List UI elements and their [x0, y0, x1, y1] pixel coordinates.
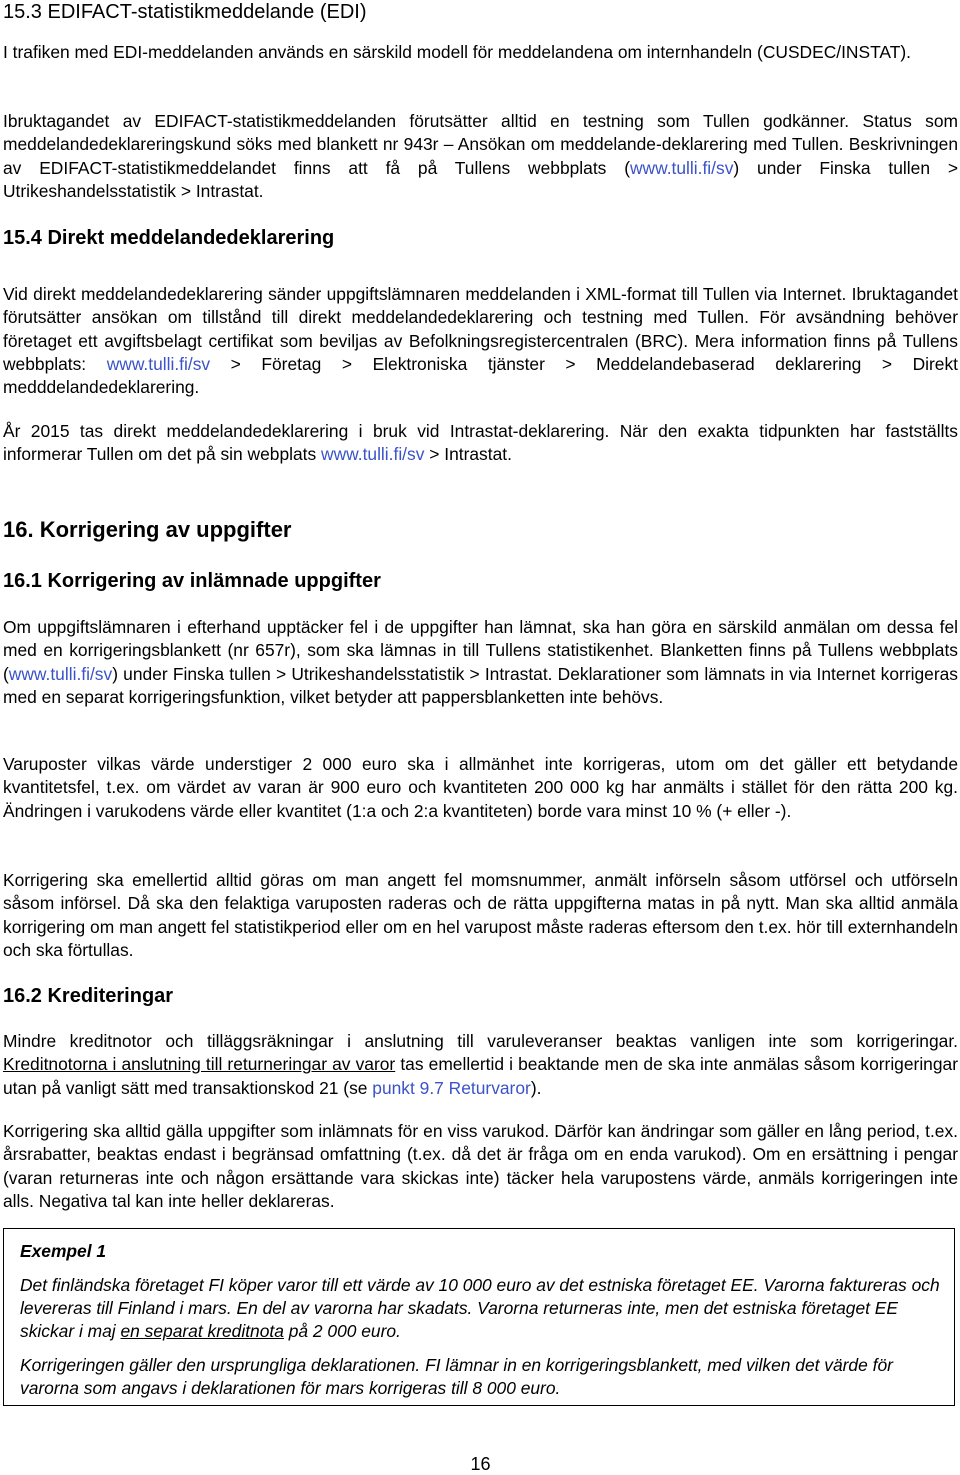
section-heading-15-3: 15.3 EDIFACT-statistikmeddelande (EDI) [3, 1, 367, 23]
paragraph-15-4-2015: År 2015 tas direkt meddelandedeklarering i bruk vid Intrastat-deklarering. När den exakta tidpunkten har fastställts informerar Tullen om det på sin webplats www.tulli.fi/sv > Intrastat. [3, 421, 958, 465]
example-paragraph-1: Det finländska företaget FI köper varor till ett värde av 10 000 euro av det estniska företaget EE. Varorna faktureras och levereras till Finland i mars. En del av varorna har skadats. Varorna returneras inte, men det estniska företaget EE skickar i maj en separat kreditnota på 2 000 euro. [20, 1275, 940, 1341]
paragraph-16-1-threshold: Varuposter vilkas värde understiger 2 000 euro ska i allmänhet inte korrigeras, utom om det gäller ett betydande kvantitetsfel, t.ex. om värdet av varan är 900 euro och kvantiteten 200 000 kg har anmälts i stället för den rätta 200 kg. Ändringen i varukodens värde eller kvantitet (1:a och 2:a kvantiteten) borde vara minst 10 % (+ eller -). [3, 754, 958, 821]
section-heading-16-1: 16.1 Korrigering av inlämnade uppgifter [3, 570, 381, 592]
tulli-link[interactable]: www.tulli.fi/sv [321, 444, 425, 465]
section-heading-16: 16. Korrigering av uppgifter [3, 517, 292, 542]
paragraph-16-2-credit: Mindre kreditnotor och tilläggsräkningar i anslutning till varuleveranser beaktas vanligen inte som korrigeringar. Kreditnotorna i anslutning till returneringar av varor tas emellertid i beaktande men de ska inte anmälas såsom korrigeringar utan på vanligt sätt med transaktionskod 21 (se punkt 9.7 Returvaror). [3, 1031, 958, 1098]
page-number: 16 [470, 1454, 491, 1474]
underlined-text: Kreditnotorna i anslutning till returneringar av varor [3, 1054, 396, 1075]
example-box [3, 1228, 955, 1406]
returvaror-link[interactable]: punkt 9.7 Returvaror [372, 1077, 531, 1098]
paragraph-15-4-direct: Vid direkt meddelandedeklarering sänder uppgiftslämnaren meddelanden i XML-format till Tullen via Internet. Ibruktagandet förutsätter ansökan om tillstånd till direkt meddelandedeklarering och testning med Tullen. För avsändning behöver företaget ett avgiftsbelagt certifikat som beviljas av Befolkningsregistercentralen (BRC). Mera information finns på Tullens webbplats: www.tulli.fi/sv > Företag > Elektroniska tjänster > Meddelandebaserad deklarering > Direkt medddelandedeklarering. [3, 284, 958, 398]
tulli-link[interactable]: www.tulli.fi/sv [106, 353, 211, 374]
underlined-text: en separat kreditnota [120, 1321, 284, 1341]
tulli-link[interactable]: www.tulli.fi/sv [8, 663, 113, 684]
section-heading-16-2: 16.2 Krediteringar [3, 985, 174, 1007]
tulli-link[interactable]: www.tulli.fi/sv [630, 157, 734, 178]
example-paragraph-2: Korrigeringen gäller den ursprungliga deklarationen. FI lämnar in en korrigeringsblankett, med vilken det värde för varorna som angavs i deklarationen för mars korrigeras till 8 000 euro. [20, 1355, 893, 1398]
section-heading-15-4: 15.4 Direkt meddelandedeklarering [3, 227, 335, 249]
paragraph-15-3-intro: I trafiken med EDI-meddelanden används en särskild modell för meddelandena om internhandeln (CUSDEC/INSTAT). [3, 42, 911, 62]
paragraph-15-3-testing: Ibruktagandet av EDIFACT-statistikmeddelanden förutsätter alltid en testning som Tullen godkänner. Status som meddelandedeklareringskund söks med blankett nr 943r – Ansökan om meddelande-deklarering med Tullen. Beskrivningen av EDIFACT-statistikmeddelandet finns att få på Tullens webbplats (www.tulli.fi/sv) under Finska tullen > Utrikeshandelsstatistik > Intrastat. [3, 111, 958, 201]
example-title: Exempel 1 [20, 1241, 107, 1261]
paragraph-16-2-varukod: Korrigering ska alltid gälla uppgifter som inlämnats för en viss varukod. Därför kan ändringar som gäller en lång period, t.ex. årsrabatter, beaktas endast i begränsad omfattning (t.ex. då det är fråga om en enda varukod). Om en ersättning i pengar (varan returneras inte och någon ersättande vara skickas inte) täcker hela varupostens värde, anmäls korrigeringen inte alls. Negativa tal kan inte heller deklareras. [3, 1121, 958, 1211]
paragraph-16-1-form: Om uppgiftslämnaren i efterhand upptäcker fel i de uppgifter han lämnat, ska han göra en särskild anmälan om dessa fel med en korrigeringsblankett (nr 657r), som ska lämnas in till Tullens statistikenhet. Blanketten finns på Tullens webbplats (www.tulli.fi/sv) under Finska tullen > Utrikeshandelsstatistik > Intrastat. Deklarationer som lämnats in via Internet korrigeras med en separat korrigeringsfunktion, vilket betyder att pappersblanketten inte behövs. [3, 617, 958, 707]
paragraph-16-1-always: Korrigering ska emellertid alltid göras om man angett fel momsnummer, anmält införseln såsom utförsel och utförseln såsom införsel. Då ska den felaktiga varuposten raderas och de rätta uppgifterna matas in på nytt. Man ska alltid anmäla korrigering om man angett fel statistikperiod eller om en hel varupost måste raderas eftersom den t.ex. hör till externhandeln och ska förtullas. [3, 870, 958, 960]
